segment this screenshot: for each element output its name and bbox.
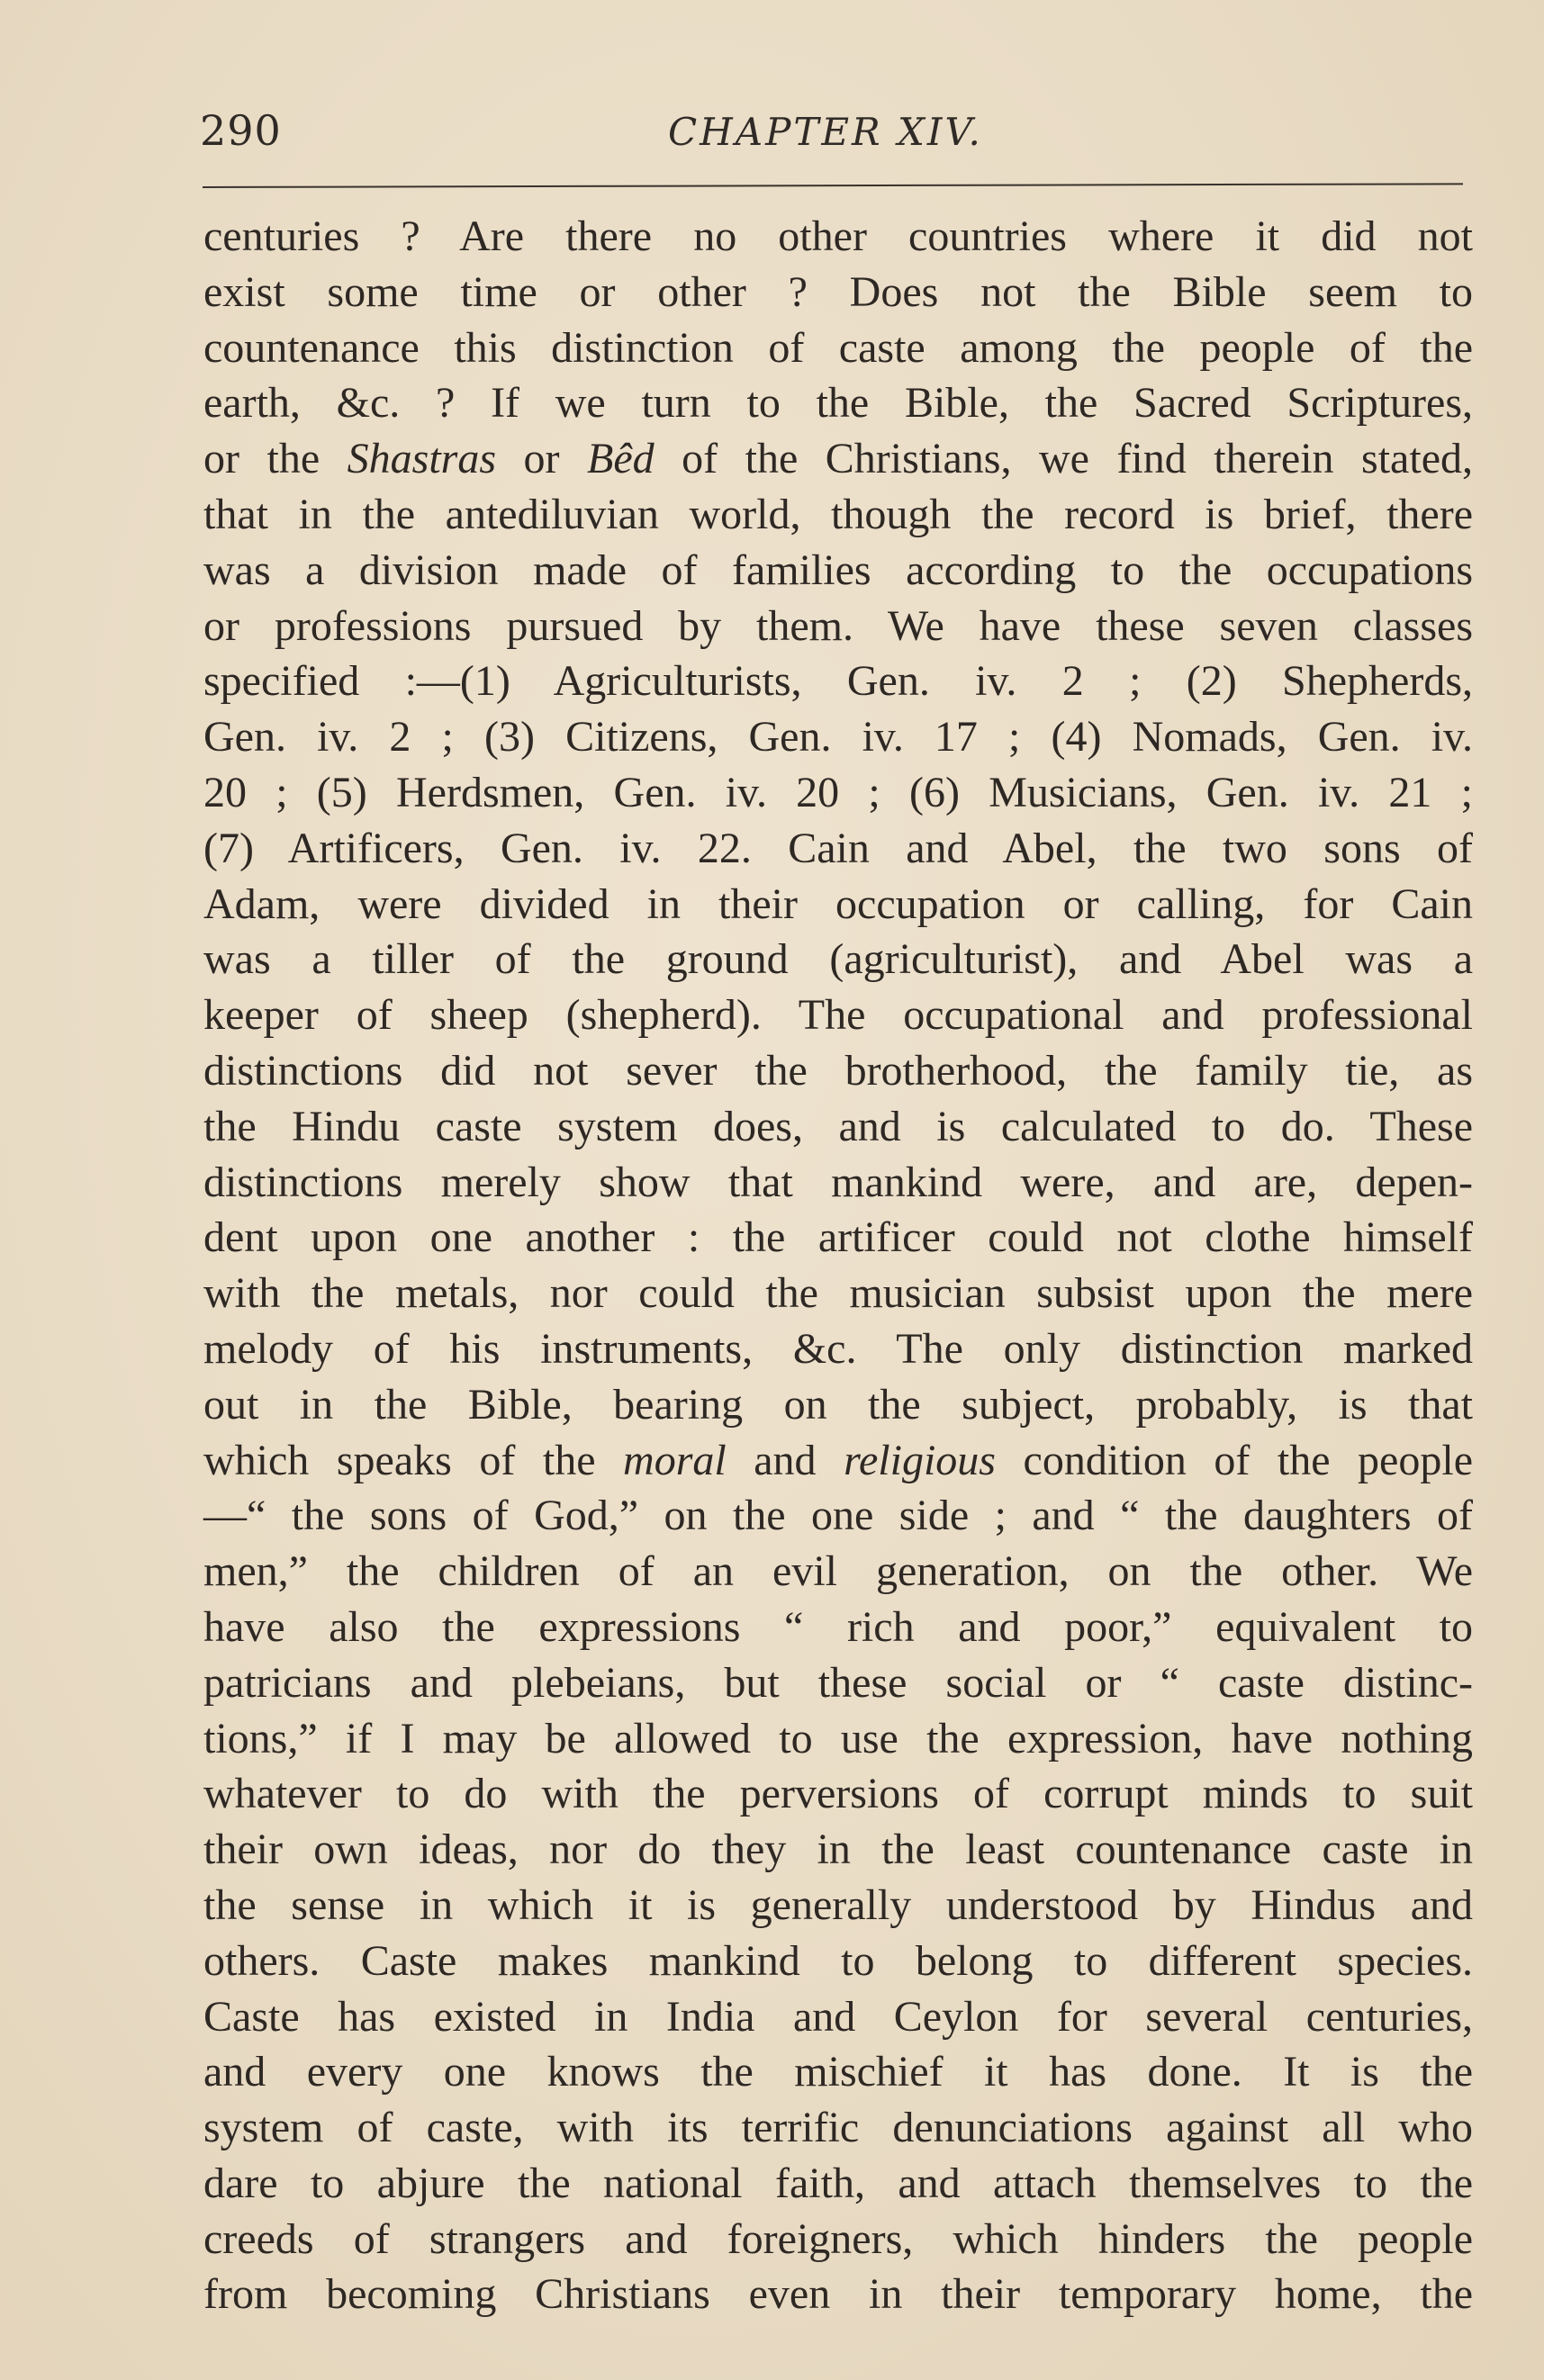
text-line: [203, 654, 1473, 709]
text-line: [203, 599, 1473, 654]
text-line: [203, 821, 1473, 877]
text-segment: —“ the sons of God,” on the one side ; and “ the daughters of: [203, 1492, 1473, 1540]
text-line: [203, 1989, 1473, 2045]
text-segment: or the: [203, 435, 348, 483]
italic-text: moral: [623, 1436, 727, 1484]
text-segment: keeper of sheep (shepherd). The occupational and professional: [203, 991, 1473, 1040]
text-segment: the Hindu caste system does, and is calculated to do. These: [203, 1102, 1473, 1150]
text-segment: and every one knows the mischief it has done. It is the: [203, 2048, 1473, 2096]
text-line: [203, 1155, 1473, 1211]
text-segment: men,” the children of an evil generation, on the other. We: [203, 1547, 1473, 1596]
italic-text: Bêd: [587, 435, 655, 483]
text-line: [203, 543, 1473, 599]
text-segment: their own ideas, nor do they in the least countenance caste in: [203, 1826, 1473, 1874]
text-segment: and: [726, 1436, 844, 1484]
text-segment: that in the antediluvian world, though the record is brief, there: [203, 490, 1473, 538]
text-segment: condition of the people: [995, 1436, 1473, 1484]
italic-text: religious: [844, 1436, 996, 1484]
text-line: [203, 1600, 1473, 1655]
text-segment: countenance this distinction of caste among the people of the: [203, 323, 1473, 372]
text-segment: specified :—(1) Agriculturists, Gen. iv. 2 ; (2) Shepherds,: [203, 657, 1473, 706]
text-segment: was a tiller of the ground (agriculturist), and Abel was a: [203, 935, 1473, 984]
text-line: [203, 877, 1473, 933]
text-line: [203, 1488, 1473, 1544]
text-line: [203, 987, 1473, 1043]
text-line: [203, 1878, 1473, 1934]
text-segment: melody of his instruments, &c. The only distinction marked: [203, 1324, 1473, 1373]
text-segment: others. Caste makes mankind to belong to different species.: [203, 1936, 1473, 1985]
text-line: [203, 1822, 1473, 1878]
text-line: [203, 1099, 1473, 1155]
text-segment: distinctions did not sever the brotherhood, the family tie, as: [203, 1046, 1473, 1095]
text-segment: exist some time or other ? Does not the Bible seem to: [203, 267, 1473, 316]
text-line: [203, 1433, 1473, 1489]
text-segment: tions,” if I may be allowed to use the expression, have nothing: [203, 1714, 1473, 1762]
text-line: [203, 1766, 1473, 1822]
text-line: [203, 2212, 1473, 2267]
text-line: [203, 765, 1473, 821]
text-line: [203, 1321, 1473, 1377]
text-segment: 20 ; (5) Herdsmen, Gen. iv. 20 ; (6) Musicians, Gen. iv. 21 ;: [203, 768, 1473, 816]
text-segment: of the Christians, we find therein stated,: [654, 435, 1474, 483]
text-segment: system of caste, with its terrific denunciations against all who: [203, 2104, 1473, 2152]
text-segment: Caste has existed in India and Ceylon for several centuries,: [203, 1992, 1473, 2041]
text-segment: have also the expressions “ rich and poor,” equivalent to: [203, 1602, 1473, 1651]
text-segment: out in the Bible, bearing on the subject, probably, is that: [203, 1380, 1473, 1429]
text-segment: (7) Artificers, Gen. iv. 22. Cain and Abel, the two sons of: [203, 824, 1473, 872]
text-segment: creeds of strangers and foreigners, which hinders the people: [203, 2214, 1473, 2263]
text-line: [203, 1655, 1473, 1711]
text-segment: or: [496, 435, 588, 483]
text-segment: which speaks of the: [203, 1436, 624, 1484]
text-segment: dent upon one another : the artificer could not clothe himself: [203, 1213, 1473, 1262]
text-segment: whatever to do with the perversions of corrupt minds to suit: [203, 1770, 1473, 1818]
text-segment: the sense in which it is generally understood by Hindus and: [203, 1880, 1473, 1929]
text-line: [203, 1043, 1473, 1099]
text-segment: or professions pursued by them. We have these seven classes: [203, 601, 1473, 650]
text-segment: Adam, were divided in their occupation or calling, for Cain: [203, 879, 1473, 928]
text-line: [203, 2100, 1473, 2156]
text-segment: patricians and plebeians, but these social or “ caste distinc-: [203, 1658, 1473, 1707]
text-line: [203, 709, 1473, 765]
text-segment: earth, &c. ? If we turn to the Bible, the Sacred Scriptures,: [203, 379, 1473, 428]
running-head: CHAPTER XIV.: [668, 110, 983, 154]
text-line: [203, 487, 1473, 543]
text-segment: was a division made of families according to the occupations: [203, 545, 1473, 594]
text-line: [203, 2044, 1473, 2100]
text-segment: dare to abjure the national faith, and attach themselves to the: [203, 2159, 1473, 2207]
text-line: [203, 209, 1473, 265]
page-number: 290: [200, 106, 282, 155]
text-line: [203, 375, 1473, 431]
text-segment: from becoming Christians even in their temporary home, the: [203, 2270, 1473, 2319]
text-line: [203, 1266, 1473, 1321]
text-line: [203, 1544, 1473, 1600]
header-rule: [203, 183, 1463, 188]
text-line: [203, 2156, 1473, 2212]
text-segment: centuries ? Are there no other countries where it did not: [203, 212, 1473, 260]
body-text: [203, 209, 1473, 2322]
text-line: [203, 320, 1473, 376]
text-line: [203, 1711, 1473, 1767]
text-line: [203, 265, 1473, 320]
text-segment: with the metals, nor could the musician subsist upon the mere: [203, 1269, 1473, 1318]
page-header: [200, 106, 1469, 169]
text-segment: distinctions merely show that mankind were, and are, depen-: [203, 1158, 1473, 1206]
text-line: [203, 932, 1473, 987]
text-segment: Gen. iv. 2 ; (3) Citizens, Gen. iv. 17 ; (4) Nomads, Gen. iv.: [203, 713, 1473, 762]
text-line: [203, 1934, 1473, 1989]
text-line: [203, 2267, 1473, 2322]
text-line: [203, 1377, 1473, 1433]
italic-text: Shastras: [347, 435, 497, 483]
text-line: [203, 431, 1473, 487]
text-line: [203, 1210, 1473, 1266]
